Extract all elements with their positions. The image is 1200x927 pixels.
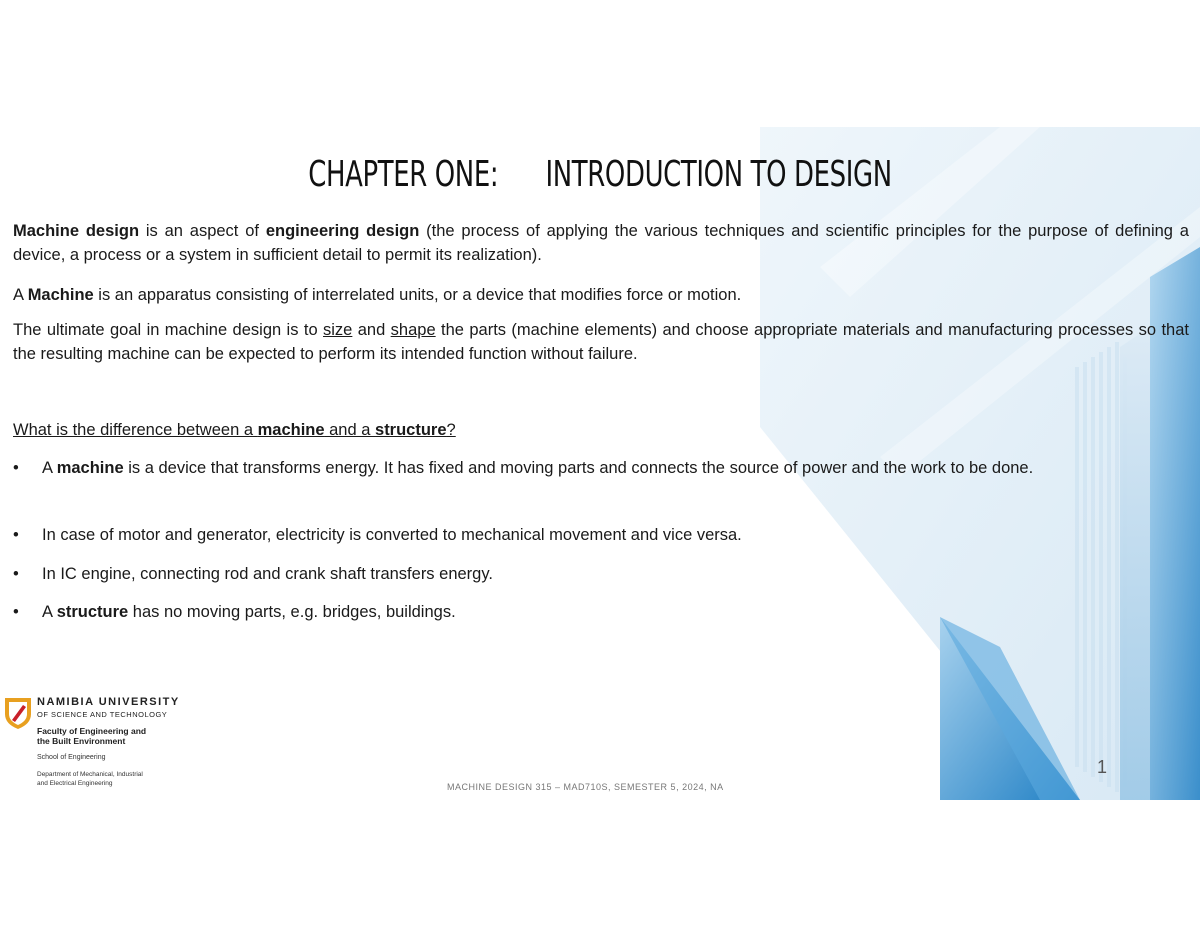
question-text-c: ? — [446, 421, 456, 439]
bullet-item — [13, 600, 1189, 624]
logo-dept-line2: and Electrical Engineering — [37, 780, 113, 787]
university-logo — [0, 693, 180, 800]
bullet-icon: • — [13, 603, 19, 621]
para1-text-a: is an aspect of — [139, 222, 266, 240]
logo-faculty — [37, 726, 169, 746]
bullet-item — [13, 523, 1189, 547]
term-size: size — [323, 321, 353, 339]
paragraph-ultimate-goal — [13, 318, 1189, 366]
paragraph-machine-definition — [13, 283, 1189, 307]
term-machine-design: Machine design — [13, 222, 140, 240]
bullet4-text-a: A — [42, 603, 57, 621]
slide-title: CHAPTER ONE: INTRODUCTION TO DESIGN — [308, 154, 892, 195]
bullet-item — [13, 456, 1189, 480]
university-shield-icon — [3, 696, 33, 730]
bullet3-text: In IC engine, connecting rod and crank shaft transfers energy. — [42, 565, 493, 583]
page-number: 1 — [1097, 757, 1108, 777]
term-machine: Machine — [27, 286, 94, 304]
logo-university-sub: OF SCIENCE AND TECHNOLOGY — [37, 710, 168, 719]
para3-text-a: The ultimate goal in machine design is to — [13, 321, 324, 339]
paragraph-machine-design — [13, 219, 1189, 267]
logo-school: School of Engineering — [37, 754, 106, 761]
bullet-icon: • — [13, 565, 19, 583]
bullet2-text: In case of motor and generator, electricity is converted to mechanical movement and vice versa. — [42, 526, 742, 544]
bullet4-term-structure: structure — [56, 603, 129, 621]
question-text-b: and a — [324, 421, 376, 439]
question-term-machine: machine — [257, 421, 325, 439]
logo-university-name: NAMIBIA UNIVERSITY — [37, 696, 180, 708]
logo-faculty-line1: Faculty of Engineering and — [37, 726, 147, 736]
para3-text-b: and — [352, 321, 391, 339]
bullet-icon: • — [13, 526, 19, 544]
question-text-a: What is the difference between a — [13, 421, 258, 439]
slide-footer: MACHINE DESIGN 315 – MAD710S, SEMESTER 5, 2024, NA — [447, 782, 724, 792]
logo-department — [37, 770, 171, 788]
bullet-icon: • — [13, 459, 19, 477]
bullet1-term-machine: machine — [56, 459, 124, 477]
para1-text-b: (the process of applying the various techniques and scientific principles for the purpose of defining a device, a process or a system in sufficient detail to permit its realization). — [13, 222, 1189, 264]
bullet1-text-a: A — [42, 459, 57, 477]
term-shape: shape — [390, 321, 436, 339]
bullet-item — [13, 562, 1189, 586]
term-engineering-design: engineering design — [265, 222, 420, 240]
slide — [0, 127, 1200, 800]
para2-text-a: A — [13, 286, 28, 304]
bullet4-text-b: has no moving parts, e.g. bridges, buildings. — [128, 603, 456, 621]
question-term-structure: structure — [375, 421, 447, 439]
question-heading — [13, 418, 1189, 442]
logo-faculty-line2: the Built Environment — [37, 736, 126, 746]
logo-dept-line1: Department of Mechanical, Industrial — [37, 771, 143, 778]
para2-text-b: is an apparatus consisting of interrelated units, or a device that modifies force or motion. — [93, 286, 742, 304]
para3-text-c: the parts (machine elements) and choose appropriate materials and manufacturing processes so that the resulting machine can be expected to perform its intended function without failure. — [13, 321, 1189, 363]
bullet1-text-b: is a device that transforms energy. It has fixed and moving parts and connects the source of power and the work to be done. — [123, 459, 1034, 477]
